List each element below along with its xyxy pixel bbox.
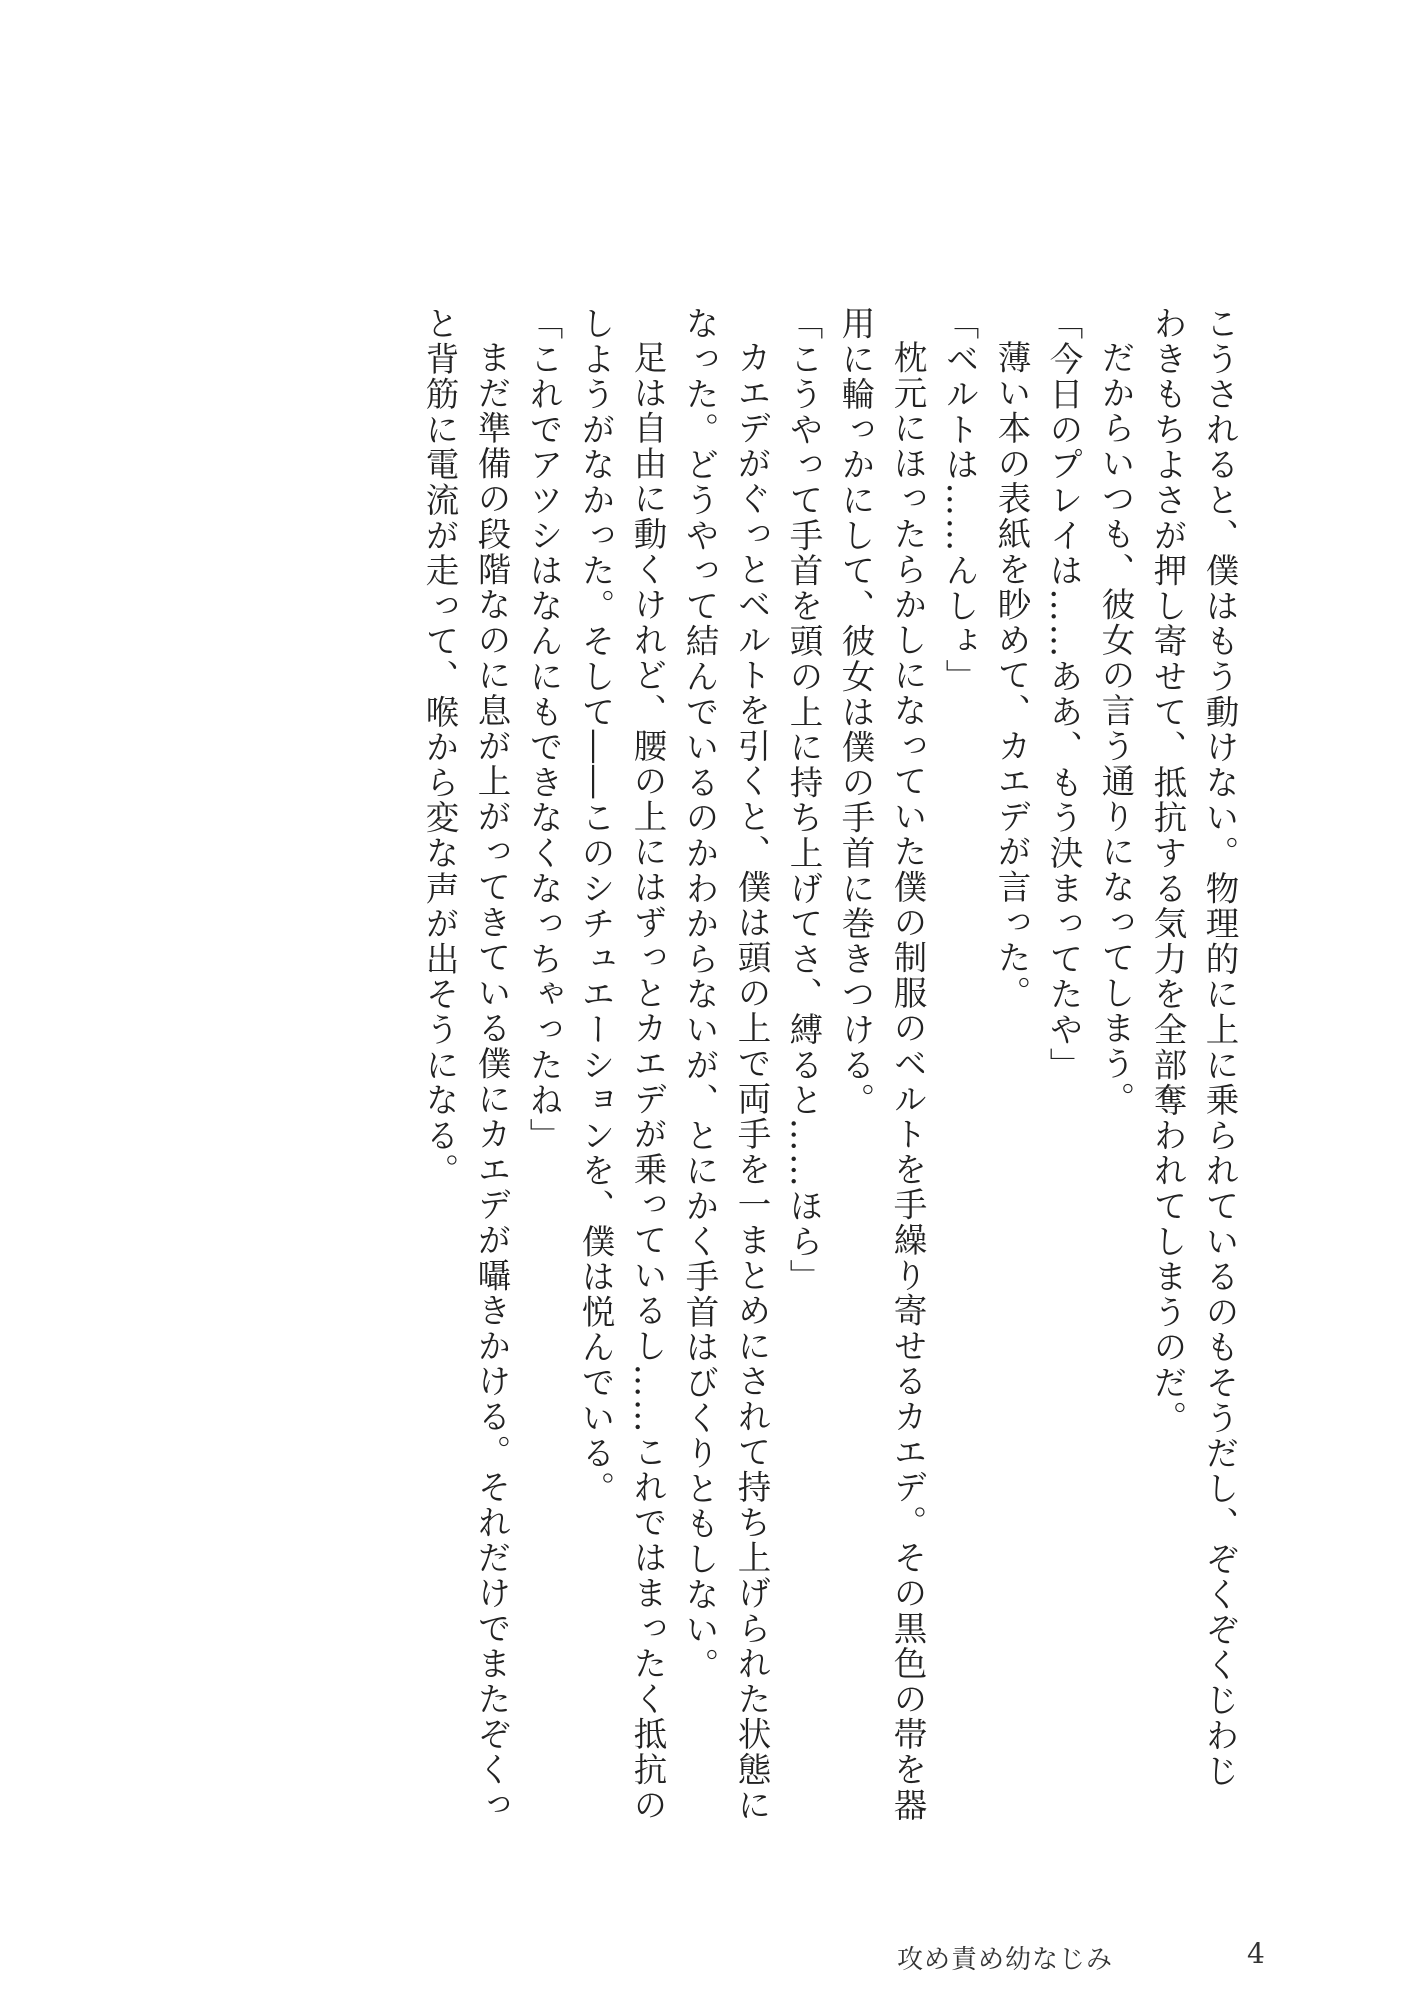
- text-line: なった。どうやって結んでいるのかわからないが、とにかく手首はびくりともしない。: [680, 306, 719, 1683]
- text-line: しようがなかった。そして――このシチュエーションを、僕は悦んでいる。: [576, 306, 615, 1507]
- text-line: 「こうやって手首を頭の上に持ち上げてさ、縛ると……ほら」: [784, 306, 823, 1295]
- text-line: 「これでアツシはなんにもできなくなっちゃったね」: [524, 306, 563, 1154]
- page-number: 4: [1247, 1937, 1265, 1970]
- text-line: 薄い本の表紙を眇めて、カエデが言った。: [992, 339, 1031, 1011]
- body-text: [155, 306, 1245, 1823]
- text-line: カエデがぐっとベルトを引くと、僕は頭の上で両手を一まとめにされて持ち上げられた状態に: [732, 339, 771, 1823]
- text-line: だからいつも、彼女の言う通りになってしまう。: [1096, 339, 1135, 1117]
- text-line: 「ベルトは……んしょ」: [940, 306, 979, 695]
- text-line: こうされると、僕はもう動けない。物理的に上に乗られているのもそうだし、ぞくぞくじわじ: [1200, 306, 1239, 1789]
- text-line: 足は自由に動くけれど、腰の上にはずっとカエデが乗っているし……これではまったく抵抗の: [628, 339, 667, 1823]
- text-line: 「今日のプレイは……ああ、もう決まってたや」: [1044, 306, 1083, 1083]
- text-line: わきもちよさが押し寄せて、抵抗する気力を全部奪われてしまうのだ。: [1148, 306, 1187, 1436]
- text-line: 枕元にほったらかしになっていた僕の制服のベルトを手繰り寄せるカエデ。その黒色の帯を器: [888, 339, 927, 1823]
- text-line: と背筋に電流が走って、喉から変な声が出そうになる。: [420, 306, 459, 1189]
- text-line: 用に輪っかにして、彼女は僕の手首に巻きつける。: [836, 306, 875, 1118]
- text-line: まだ準備の段階なのに息が上がってきている僕にカエデが囁きかける。それだけでまたぞくっ: [472, 339, 511, 1823]
- book-title: 攻め責め幼なじみ: [897, 1945, 1114, 1975]
